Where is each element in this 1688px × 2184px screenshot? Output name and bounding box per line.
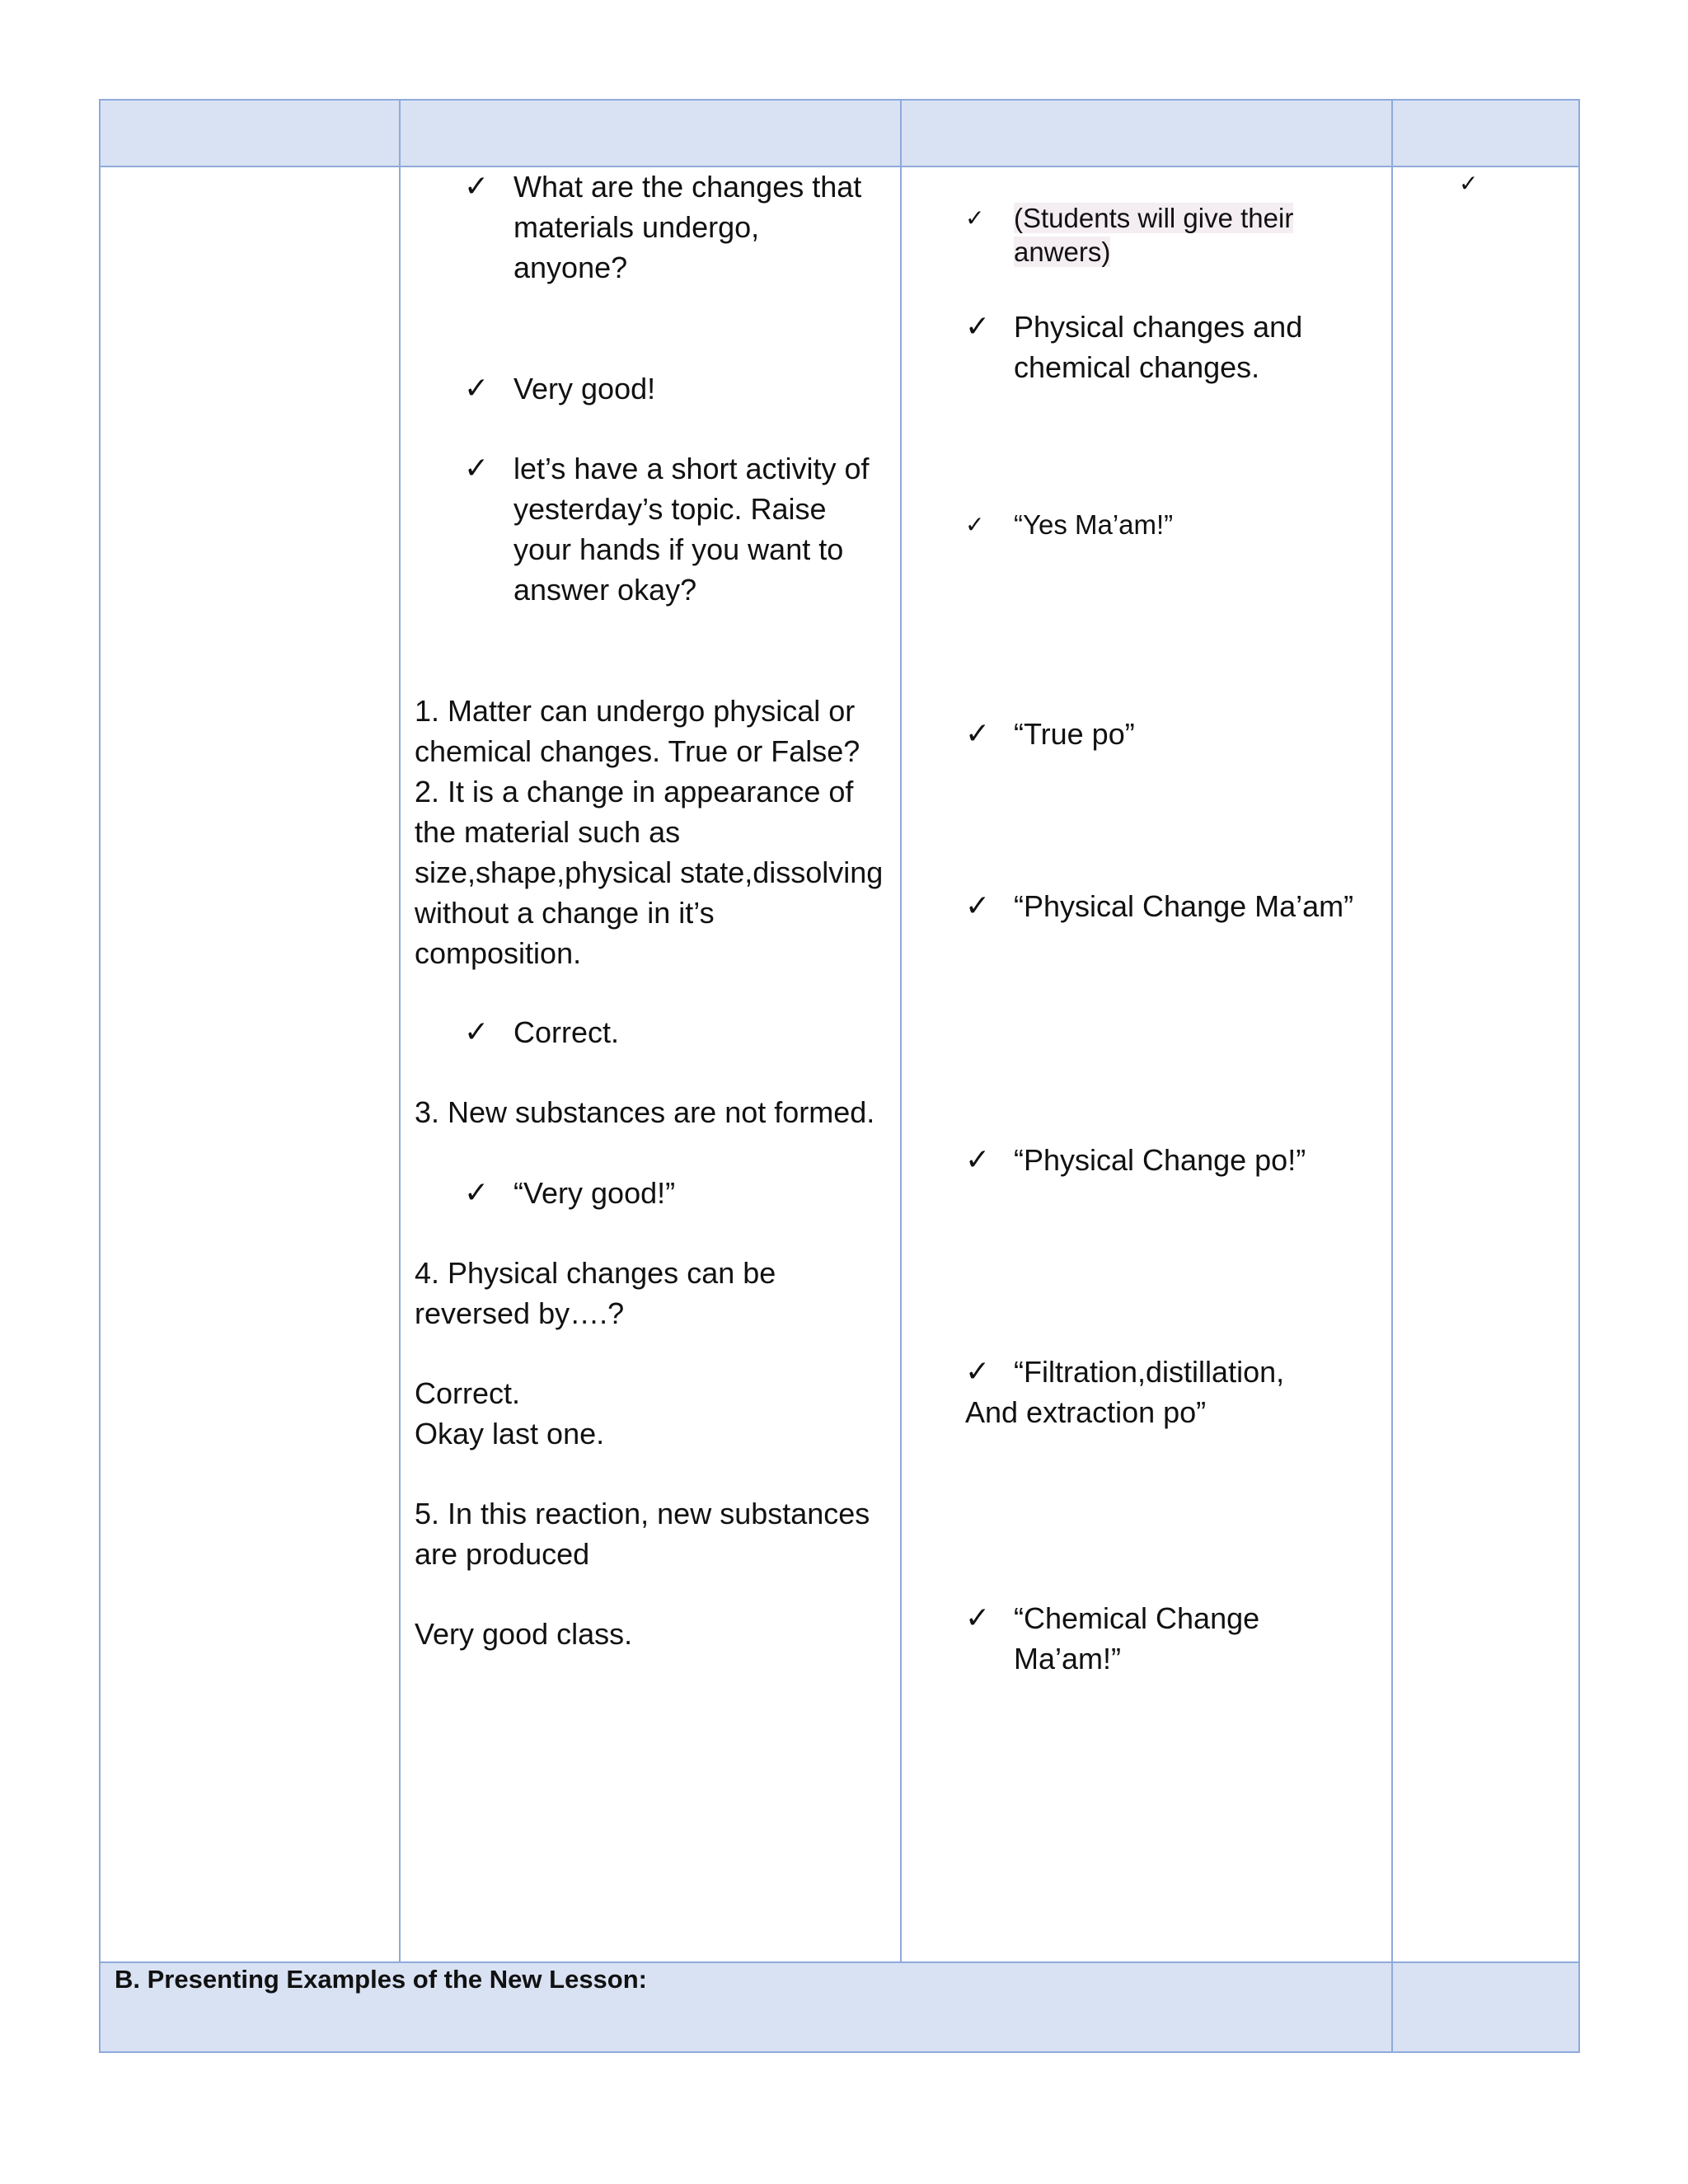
- check-icon: ✓: [464, 1176, 490, 1210]
- column-divider-3: [1391, 99, 1393, 2053]
- column-divider-1: [399, 99, 401, 1963]
- check-icon: ✓: [965, 1143, 991, 1177]
- okay-last-remark: Okay last one.: [415, 1417, 605, 1451]
- question-2: 2. It is a change in appearance of the material such as size,shape,physical state,dissolving without a change in it’s composition.: [415, 775, 884, 970]
- check-icon: ✓: [965, 1355, 991, 1389]
- student-answer-1: [1014, 201, 1293, 269]
- closing-remark: Very good class.: [415, 1617, 633, 1651]
- question-5: 5. In this reaction, new substances are produced: [415, 1497, 870, 1571]
- check-icon: ✓: [464, 452, 490, 485]
- student-answer-7: “Filtration,distillation, And extraction po”: [965, 1355, 1285, 1429]
- student-answer-5: “Physical Change Ma’am”: [1014, 889, 1354, 923]
- table-border-left: [99, 99, 101, 2053]
- student-answer-6: “Physical Change po!”: [1014, 1143, 1306, 1177]
- table-border-bottom: [99, 2051, 1580, 2053]
- student-answer-3: “Yes Ma’am!”: [1014, 509, 1174, 540]
- teacher-bullet-1: What are the changes that materials undergo, anyone?: [513, 170, 862, 284]
- table-border-top: [99, 99, 1580, 101]
- question-3: 3. New substances are not formed.: [415, 1095, 875, 1129]
- check-icon: ✓: [464, 170, 490, 204]
- check-icon: ✓: [464, 1015, 490, 1049]
- student-answer-1-text: (Students will give their anwers): [1014, 203, 1294, 267]
- student-answer-8: “Chemical Change Ma’am!”: [1014, 1601, 1260, 1675]
- check-icon: ✓: [965, 204, 985, 232]
- check-icon: ✓: [965, 1601, 991, 1635]
- correct-remark-1: Correct.: [513, 1015, 620, 1049]
- remarks-check-icon: ✓: [1459, 170, 1479, 197]
- very-good-remark: “Very good!”: [513, 1176, 676, 1210]
- check-icon: ✓: [965, 310, 991, 344]
- question-4: 4. Physical changes can be reversed by….?: [415, 1256, 776, 1330]
- student-answer-4: “True po”: [1014, 717, 1135, 751]
- section-b-heading: B. Presenting Examples of the New Lesson:: [115, 1965, 647, 1994]
- student-answer-2: Physical changes and chemical changes.: [1014, 310, 1303, 384]
- check-icon: ✓: [965, 511, 985, 538]
- check-icon: ✓: [965, 717, 991, 751]
- teacher-bullet-3: let’s have a short activity of yesterday’s topic. Raise your hands if you want to answer okay?: [513, 452, 870, 607]
- check-icon: ✓: [464, 372, 490, 405]
- column-divider-2: [900, 99, 902, 1963]
- header-row-band: [100, 100, 1578, 166]
- question-1: 1. Matter can undergo physical or chemical changes. True or False?: [415, 694, 860, 768]
- check-icon: ✓: [965, 889, 991, 923]
- teacher-bullet-2: Very good!: [513, 372, 656, 405]
- table-border-right: [1578, 99, 1580, 2053]
- correct-remark-2: Correct.: [415, 1376, 521, 1410]
